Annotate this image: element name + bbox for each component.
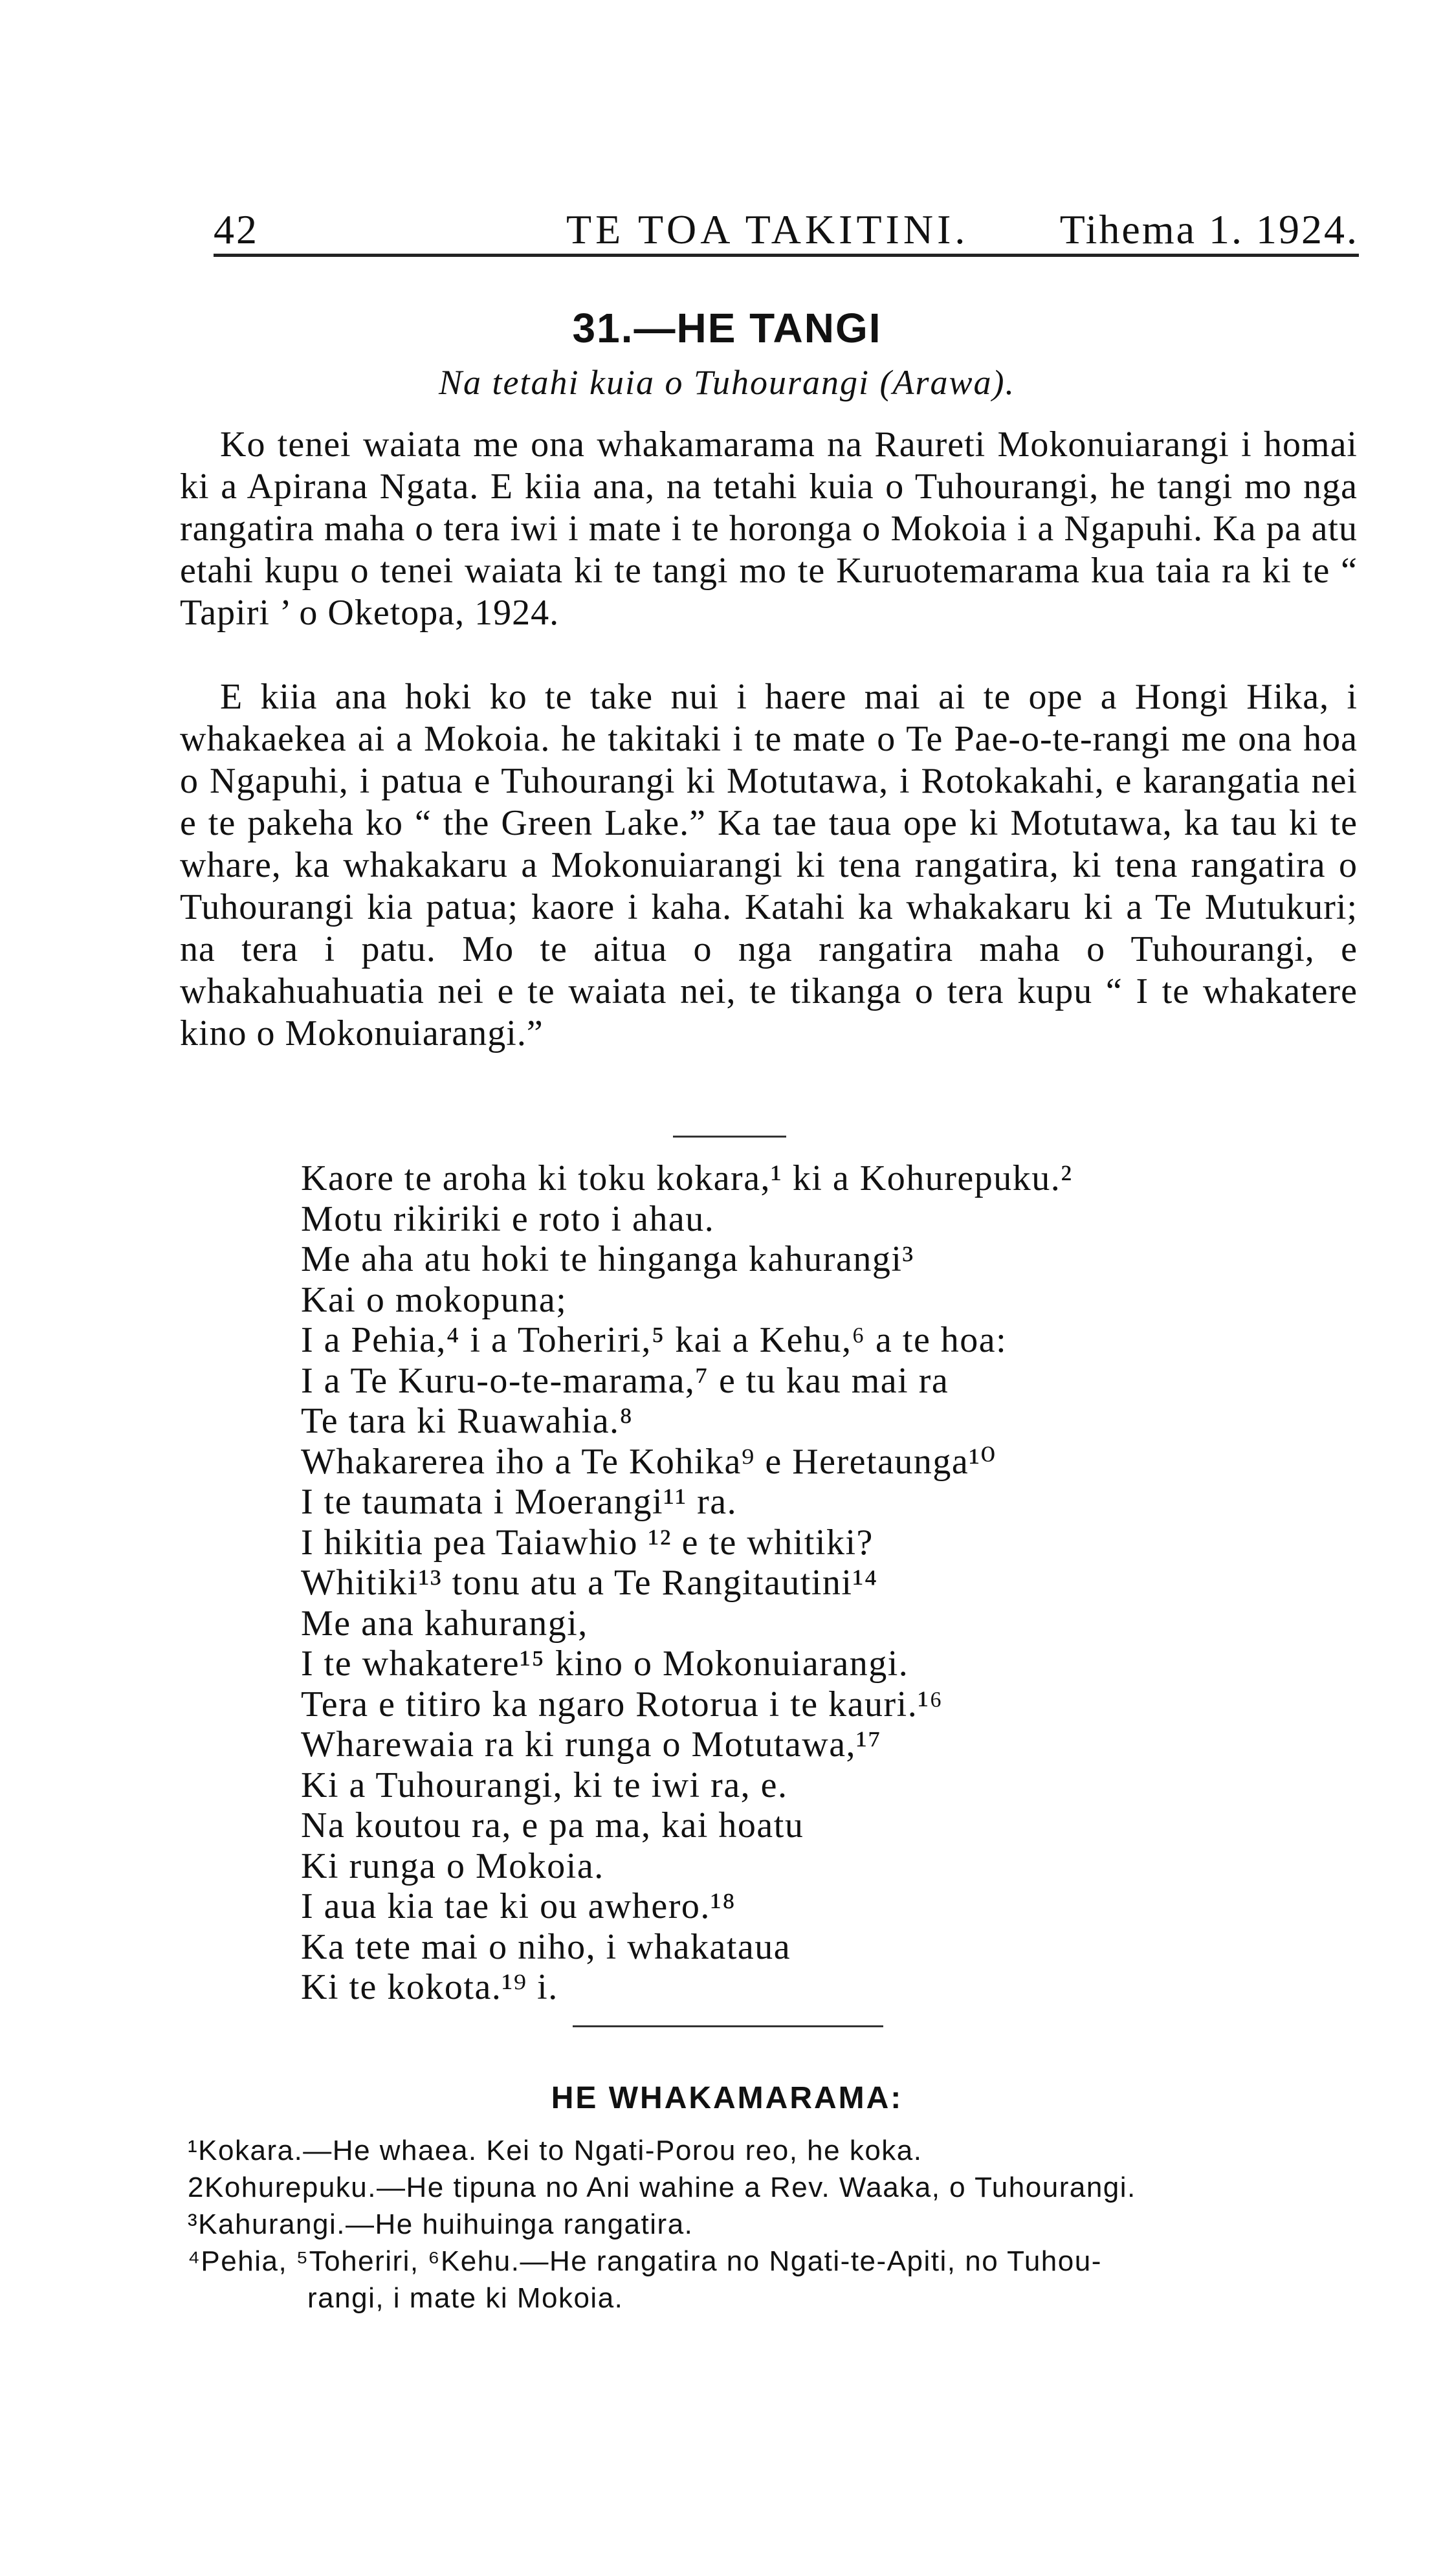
poem-line: I a Pehia,⁴ i a Toheriri,⁵ kai a Kehu,⁶ a te hoa: xyxy=(301,1320,1008,1360)
note-item: ³Kahurangi.—He huihuinga rangatira. xyxy=(188,2208,694,2240)
note-item-continuation: rangi, i mate ki Mokoia. xyxy=(307,2282,624,2314)
poem-line: Whakarerea iho a Te Kohika⁹ e Heretaunga¹⁰ xyxy=(301,1441,997,1482)
section-divider xyxy=(573,2025,883,2027)
poem-line: Kaore te aroha ki toku kokara,¹ ki a Kohurepuku.² xyxy=(301,1158,1073,1198)
header-date: Tihema 1. 1924. xyxy=(1059,206,1359,252)
poem-line: Te tara ki Ruawahia.⁸ xyxy=(301,1401,633,1441)
notes-heading: HE WHAKAMARAMA: xyxy=(551,2081,903,2115)
intro-paragraph-2-block xyxy=(180,676,1358,1055)
page-number: 42 xyxy=(214,206,259,252)
intro-paragraph-2: E kiia ana hoki ko te take nui i haere mai ai te ope a Hongi Hika, i whakaekea ai a Mokoia. he takitaki i te mate o Te Pae-o-te-rangi me ona hoa o Ngapuhi, i patua e Tuhourangi ki Motutawa, i Rotokakahi, e karangatia nei e te pakeha ko “ the Green Lake.” Ka tae taua ope ki Motutawa, ka tau ki te whare, ka whakakaru a Mokonuiarangi ki tena rangatira, ki tena rangatira o Tuhourangi kia patua; kaore i kaha. Katahi ka whakakaru ki a Te Mutukuri; na tera i patu. Mo te aitua o nga rangatira maha o Tuhourangi, e whakahuahuatia nei e te waiata nei, te tikanga o tera kupu “ I te whakatere kino o Mokonuiarangi.” xyxy=(180,677,1358,1053)
poem-line: Kai o mokopuna; xyxy=(301,1279,567,1320)
poem-line: Ki a Tuhourangi, ki te iwi ra, e. xyxy=(301,1765,788,1805)
section-divider xyxy=(673,1136,786,1138)
poem-line: Me aha atu hoki te hinganga kahurangi³ xyxy=(301,1239,914,1279)
notes xyxy=(188,2132,1359,2317)
running-header xyxy=(214,206,1359,251)
poem-line: Whitiki¹³ tonu atu a Te Rangitautini¹⁴ xyxy=(301,1563,878,1603)
poem-line: Me ana kahurangi, xyxy=(301,1603,588,1644)
journal-title: TE TOA TAKITINI. xyxy=(566,206,969,252)
song-title: 31.—HE TANGI xyxy=(572,305,882,351)
poem-line: I aua kia tae ki ou awhero.¹⁸ xyxy=(301,1886,736,1926)
poem-line: Na koutou ra, e pa ma, kai hoatu xyxy=(301,1805,804,1845)
note-item: ⁴Pehia, ⁵Toheriri, ⁶Kehu.—He rangatira no Ngati-te-Apiti, no Tuhou- xyxy=(188,2245,1102,2277)
header-rule xyxy=(214,254,1359,257)
intro-paragraph-1-block xyxy=(180,424,1358,634)
intro-paragraph-1: Ko tenei waiata me ona whakamarama na Raureti Mokonuiarangi i homai ki a Apirana Ngata. E kiia ana, na tetahi kuia o Tuhourangi, he tangi mo nga rangatira maha o tera iwi i mate i te horonga o Mokoia i a Ngapuhi. Ka pa atu etahi kupu o tenei waiata ki te tangi mo te Kuruotemarama kua taia ra ki te “ Tapiri ’ o Oketopa, 1924. xyxy=(180,424,1358,633)
poem-line: I a Te Kuru-o-te-marama,⁷ e tu kau mai ra xyxy=(301,1360,949,1401)
poem xyxy=(301,1158,1272,2008)
poem-line: Ka tete mai o niho, i whakataua xyxy=(301,1926,791,1967)
note-item: ¹Kokara.—He whaea. Kei to Ngati-Porou reo, he koka. xyxy=(188,2135,923,2166)
poem-line: Ki runga o Mokoia. xyxy=(301,1845,604,1886)
poem-line: Motu rikiriki e roto i ahau. xyxy=(301,1198,715,1239)
poem-line: Wharewaia ra ki runga o Motutawa,¹⁷ xyxy=(301,1724,882,1765)
poem-line: I te whakatere¹⁵ kino o Mokonuiarangi. xyxy=(301,1644,909,1684)
poem-line: I hikitia pea Taiawhio ¹² e te whitiki? xyxy=(301,1522,874,1563)
song-subtitle: Na tetahi kuia o Tuhourangi (Arawa). xyxy=(438,363,1016,402)
poem-line: Tera e titiro ka ngaro Rotorua i te kauri.¹⁶ xyxy=(301,1684,943,1724)
note-item: 2Kohurepuku.—He tipuna no Ani wahine a Rev. Waaka, o Tuhourangi. xyxy=(188,2172,1136,2203)
poem-line: Ki te kokota.¹⁹ i. xyxy=(301,1967,558,2007)
poem-line: I te taumata i Moerangi¹¹ ra. xyxy=(301,1482,738,1522)
